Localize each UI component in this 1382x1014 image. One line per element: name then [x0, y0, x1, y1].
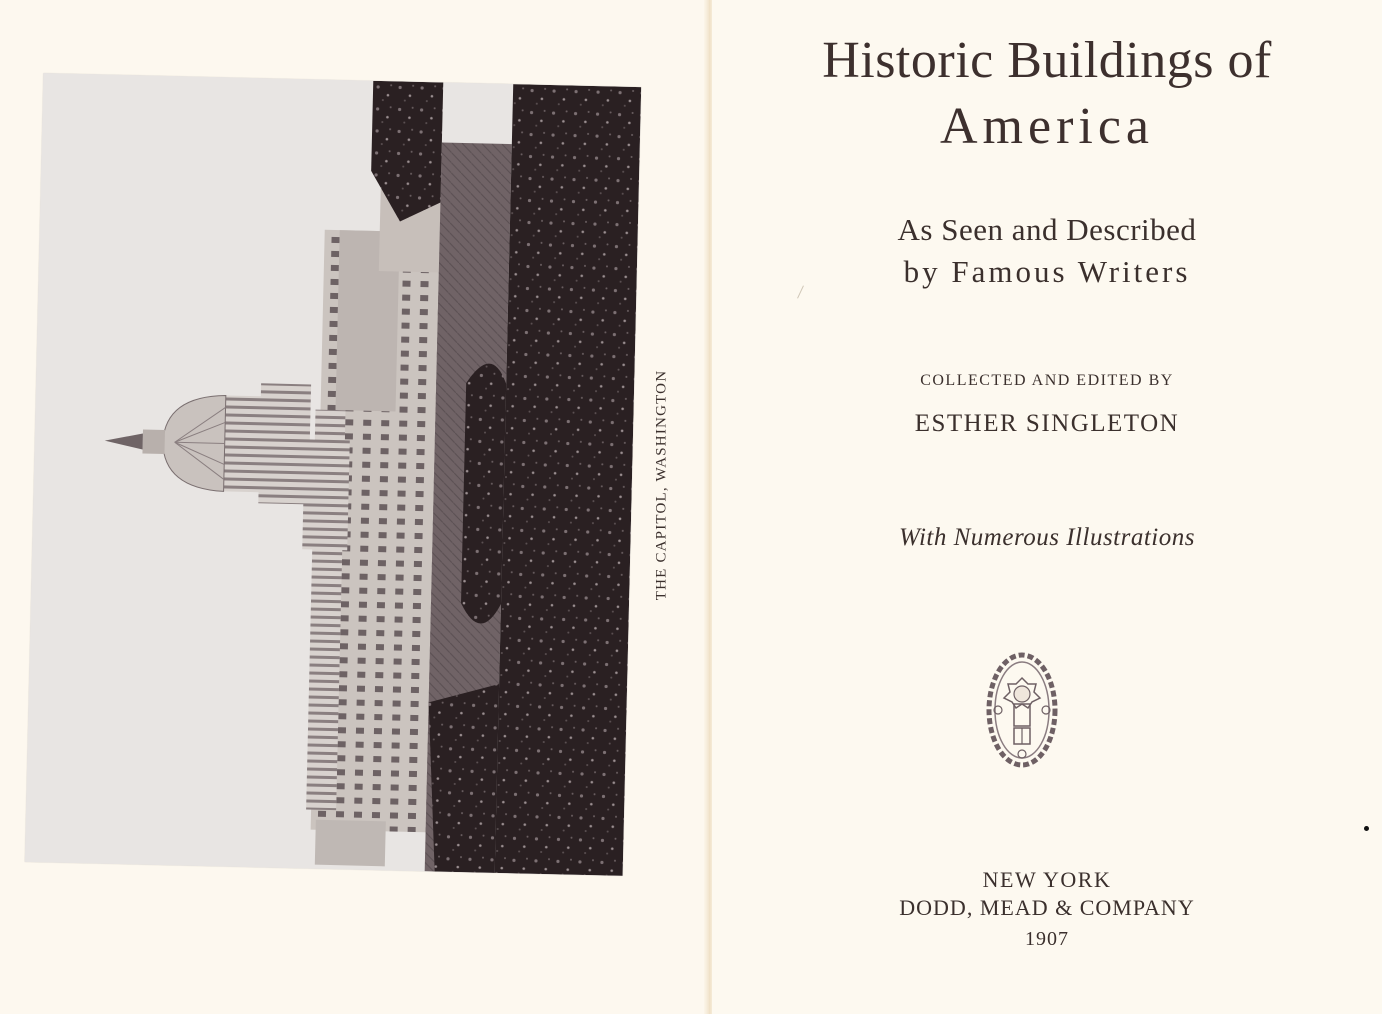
editor-name: ESTHER SINGLETON — [914, 410, 1180, 437]
publication-place: NEW YORK — [982, 867, 1112, 892]
subtitle-line-1: As Seen and Described — [897, 212, 1197, 247]
illustrations-note: With Numerous Illustrations — [899, 524, 1195, 551]
plate-caption: THE CAPITOL, WASHINGTON — [653, 369, 670, 601]
capitol-photo-illustration — [25, 73, 641, 876]
publication-year: 1907 — [1025, 928, 1069, 950]
publisher-name: DODD, MEAD & COMPANY — [899, 895, 1195, 920]
book-title-line-1: Historic Buildings of — [822, 32, 1272, 89]
collected-and-edited-by: COLLECTED AND EDITED BY — [920, 372, 1174, 389]
book-title-line-2: America — [939, 98, 1154, 155]
paper-speck — [1364, 826, 1369, 831]
capitol-photograph-plate — [25, 73, 641, 876]
publisher-device-oval-wreath-icon — [986, 650, 1058, 770]
subtitle-line-2: by Famous Writers — [903, 254, 1191, 289]
